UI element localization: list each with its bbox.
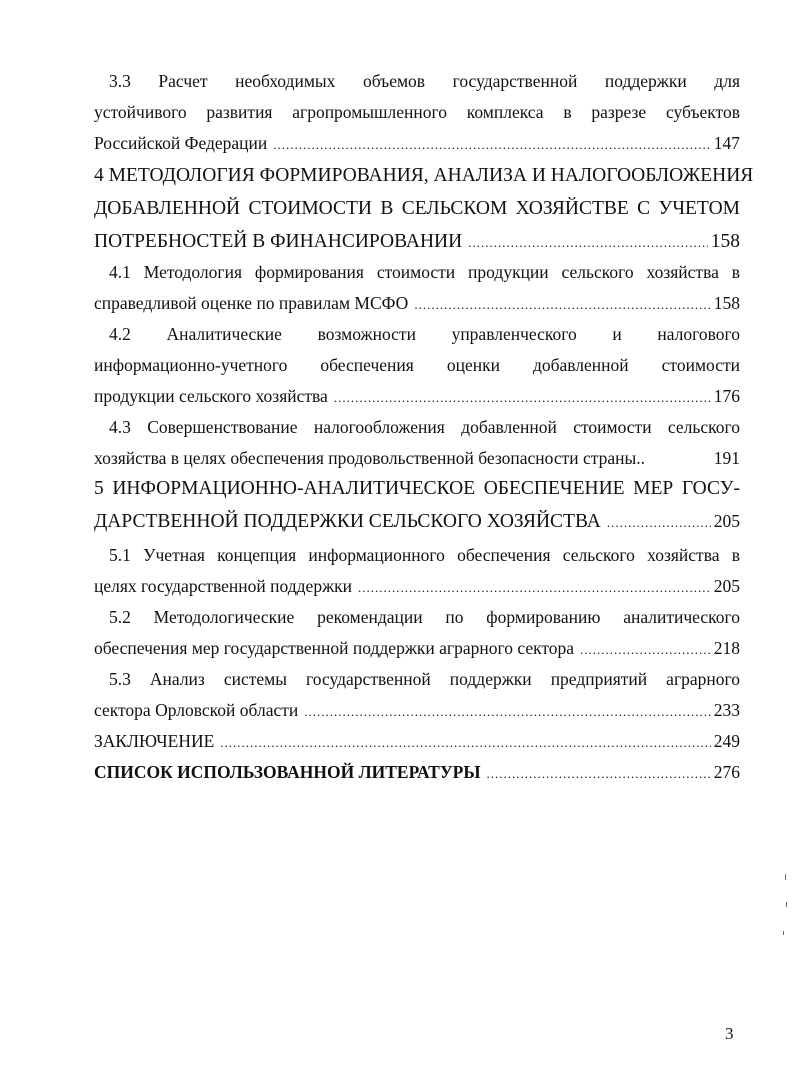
toc-entry-conclusion-page: 249 [713,731,740,751]
table-of-contents [94,66,754,788]
toc-entry-5-2-title-end: обеспечения мер государственной поддержки аграрного сектора [94,638,575,658]
toc-entry-4-3-line2 [94,443,740,474]
toc-entry-4-page: 158 [710,231,740,252]
toc-entry-5-1-line2 [94,571,740,603]
toc-entry-conclusion [94,726,740,757]
toc-entry-5-line1: 5 ИНФОРМАЦИОННО-АНАЛИТИЧЕСКОЕ ОБЕСПЕЧЕНИЕ МЕР ГОСУ- [94,478,740,499]
toc-entry-5-1 [94,540,740,602]
dot-leader [607,506,711,539]
toc-entry-5-3-line2 [94,695,740,727]
dot-leader [273,129,710,160]
toc-entry-3-3-line1: 3.3 Расчет необходимых объемов государственной поддержки для [109,71,740,91]
toc-entry-4-2-title-end: продукции сельского хозяйства [94,386,328,406]
toc-entry-4-3-page: 191 [713,448,740,468]
toc-entry-references [94,757,740,788]
toc-entry-5-2 [94,602,740,664]
toc-entry-4-2 [94,319,740,412]
toc-entry-4-title-end: ПОТРЕБНОСТЕЙ В ФИНАНСИРОВАНИИ [94,231,463,252]
scan-artifact [785,874,786,880]
toc-entry-4-2-line3 [94,381,740,413]
toc-entry-5-page: 205 [713,511,740,531]
toc-entry-4-1-line1: 4.1 Методология формирования стоимости продукции сельского хозяйства в [109,262,740,282]
toc-entry-4-2-line1: 4.2 Аналитические возможности управленческого и налогового [109,324,740,344]
toc-entry-3-3-title-end: Российской Федерации [94,133,268,153]
toc-entry-4-1-title-end: справедливой оценке по правилам МСФО [94,293,409,313]
toc-entry-references-page: 276 [713,762,740,782]
toc-entry-4-1-line2 [94,288,740,320]
dot-leader [414,289,710,320]
toc-entry-5-3-title-end: сектора Орловской области [94,700,299,720]
toc-entry-5-2-page: 218 [713,638,740,658]
toc-entry-3-3-page: 147 [713,133,740,153]
toc-entry-5-2-line2 [94,633,740,665]
toc-entry-references-line [94,757,740,789]
toc-entry-5-line2 [94,505,740,539]
toc-entry-5-3 [94,664,740,726]
toc-entry-4-1 [94,257,740,319]
toc-entry-conclusion-label: ЗАКЛЮЧЕНИЕ [94,731,215,751]
toc-entry-5-1-page: 205 [713,576,740,596]
toc-entry-4-line3 [94,225,740,259]
toc-entry-5-title-end: ДАРСТВЕННОЙ ПОДДЕРЖКИ СЕЛЬСКОГО ХОЗЯЙСТВА [94,511,601,532]
toc-entry-4-3-title-end: хозяйства в целях обеспечения продовольственной безопасности страны.. [94,448,646,468]
dot-leader [487,758,711,789]
toc-entry-5 [94,472,740,538]
toc-entry-5-3-line1: 5.3 Анализ системы государственной поддержки предприятий аграрного [109,669,740,689]
page-number: 3 [725,1024,734,1043]
toc-entry-4-2-line2: информационно-учетного обеспечения оценки добавленной стоимости [94,355,740,375]
toc-entry-3-3-line2: устойчивого развития агропромышленного комплекса в разрезе субъектов [94,102,740,122]
toc-entry-4-3-line1: 4.3 Совершенствование налогообложения добавленной стоимости сельского [109,417,740,437]
toc-entry-5-1-line1: 5.1 Учетная концепция информационного обеспечения сельского хозяйства в [109,545,740,565]
dot-leader [220,727,710,758]
dot-leader [358,572,711,603]
toc-entry-3-3-line3 [94,128,740,160]
toc-entry-5-1-title-end: целях государственной поддержки [94,576,353,596]
toc-entry-4-line2: ДОБАВЛЕННОЙ СТОИМОСТИ В СЕЛЬСКОМ ХОЗЯЙСТВЕ С УЧЕТОМ [94,198,740,219]
dot-leader [334,382,711,413]
dot-leader [468,226,708,259]
toc-entry-references-label: СПИСОК ИСПОЛЬЗОВАННОЙ ЛИТЕРАТУРЫ [94,762,481,782]
dot-leader [580,634,711,665]
toc-entry-4-1-page: 158 [713,293,740,313]
toc-entry-4-3 [94,412,740,474]
toc-entry-4-line1: 4 МЕТОДОЛОГИЯ ФОРМИРОВАНИЯ, АНАЛИЗА И НАЛОГООБЛОЖЕНИЯ [94,165,754,186]
toc-entry-4-2-page: 176 [713,386,740,406]
dot-leader [304,696,711,727]
toc-entry-5-2-line1: 5.2 Методологические рекомендации по формированию аналитического [109,607,740,627]
toc-entry-conclusion-line [94,726,740,758]
toc-entry-5-3-page: 233 [713,700,740,720]
toc-entry-4 [94,159,754,258]
toc-entry-3-3 [94,66,740,159]
scan-artifact [783,931,784,935]
scan-artifact [786,902,787,907]
